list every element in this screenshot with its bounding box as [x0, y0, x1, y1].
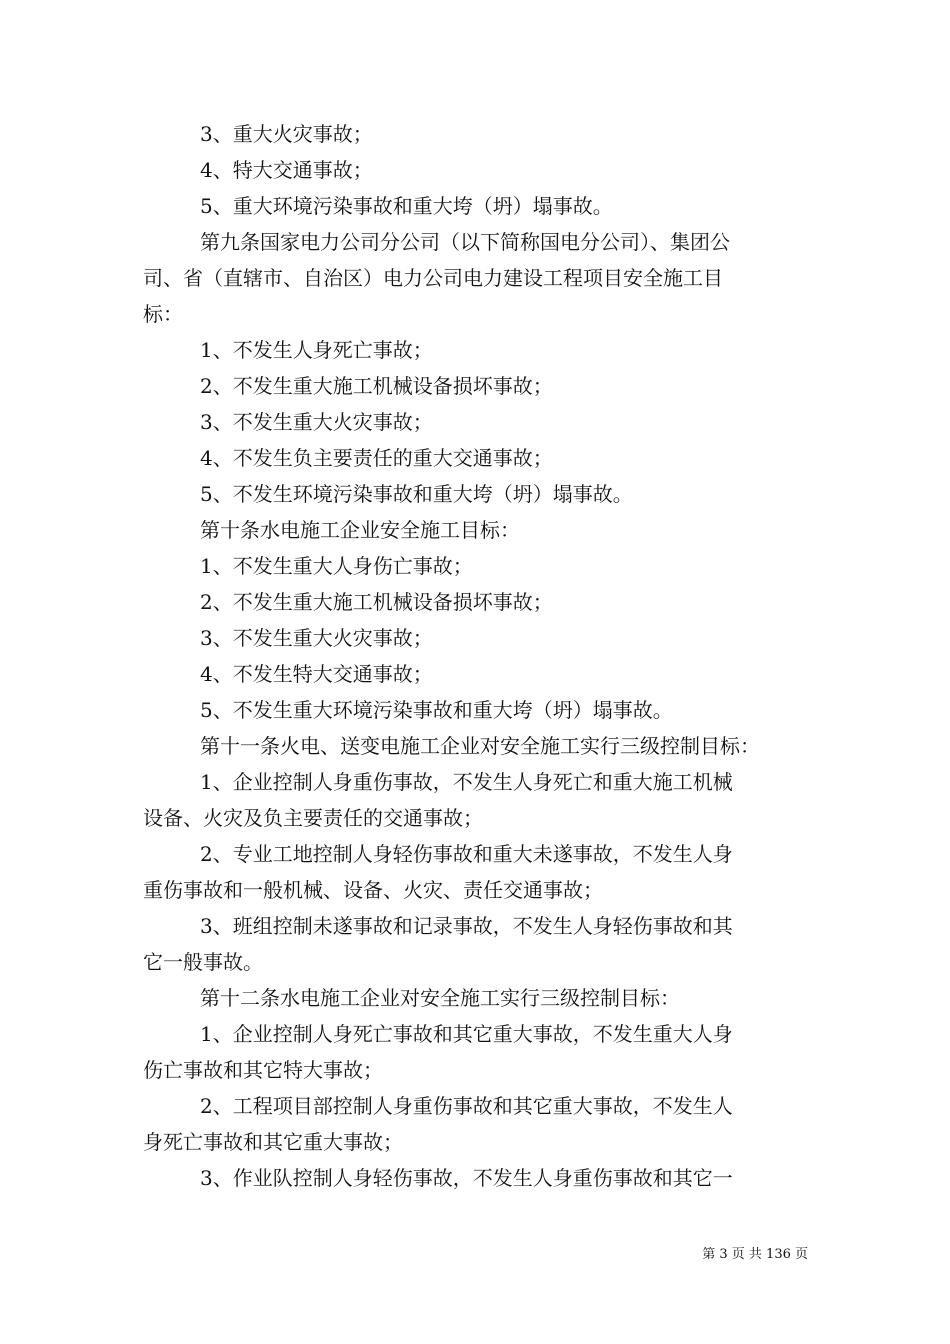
text-line: 身死亡事故和其它重大事故； — [143, 1130, 403, 1154]
text-line: 1、企业控制人身死亡事故和其它重大事故，不发生重大人身 — [200, 1022, 733, 1046]
page-number-footer: 第 3 页 共 136 页 — [702, 1247, 808, 1262]
text-line: 伤亡事故和其它特大事故； — [143, 1058, 383, 1082]
text-line: 司、省（直辖市、自治区）电力公司电力建设工程项目安全施工目 — [143, 266, 723, 290]
text-line: 1、不发生人身死亡事故； — [200, 338, 433, 362]
text-line: 1、企业控制人身重伤事故，不发生人身死亡和重大施工机械 — [200, 770, 733, 794]
text-line: 2、专业工地控制人身轻伤事故和重大未遂事故，不发生人身 — [200, 842, 733, 866]
text-line: 它一般事故。 — [143, 950, 263, 974]
text-line: 3、重大火灾事故； — [200, 122, 373, 146]
text-line: 2、不发生重大施工机械设备损坏事故； — [200, 374, 553, 398]
text-line: 3、作业队控制人身轻伤事故，不发生人身重伤事故和其它一 — [200, 1166, 733, 1190]
text-line: 4、不发生负主要责任的重大交通事故； — [200, 446, 553, 470]
text-line: 4、不发生特大交通事故； — [200, 662, 433, 686]
text-line: 重伤事故和一般机械、设备、火灾、责任交通事故； — [143, 878, 603, 902]
text-line: 5、不发生环境污染事故和重大垮（坍）塌事故。 — [200, 482, 633, 506]
text-line: 第十二条水电施工企业对安全施工实行三级控制目标： — [200, 986, 680, 1010]
text-line: 2、工程项目部控制人身重伤事故和其它重大事故，不发生人 — [200, 1094, 733, 1118]
document-body — [143, 116, 811, 1196]
text-line: 1、不发生重大人身伤亡事故； — [200, 554, 473, 578]
text-line: 5、重大环境污染事故和重大垮（坍）塌事故。 — [200, 194, 613, 218]
text-line: 第十一条火电、送变电施工企业对安全施工实行三级控制目标： — [200, 734, 760, 758]
text-line: 第十条水电施工企业安全施工目标： — [200, 518, 520, 542]
text-line: 第九条国家电力公司分公司（以下简称国电分公司）、集团公 — [200, 230, 730, 254]
text-line: 5、不发生重大环境污染事故和重大垮（坍）塌事故。 — [200, 698, 673, 722]
text-line: 标： — [143, 302, 183, 326]
text-line: 3、不发生重大火灾事故； — [200, 626, 433, 650]
text-line: 设备、火灾及负主要责任的交通事故； — [143, 806, 483, 830]
text-line: 2、不发生重大施工机械设备损坏事故； — [200, 590, 553, 614]
text-line: 3、班组控制未遂事故和记录事故，不发生人身轻伤事故和其 — [200, 914, 733, 938]
text-line: 3、不发生重大火灾事故； — [200, 410, 433, 434]
text-line: 4、特大交通事故； — [200, 158, 373, 182]
